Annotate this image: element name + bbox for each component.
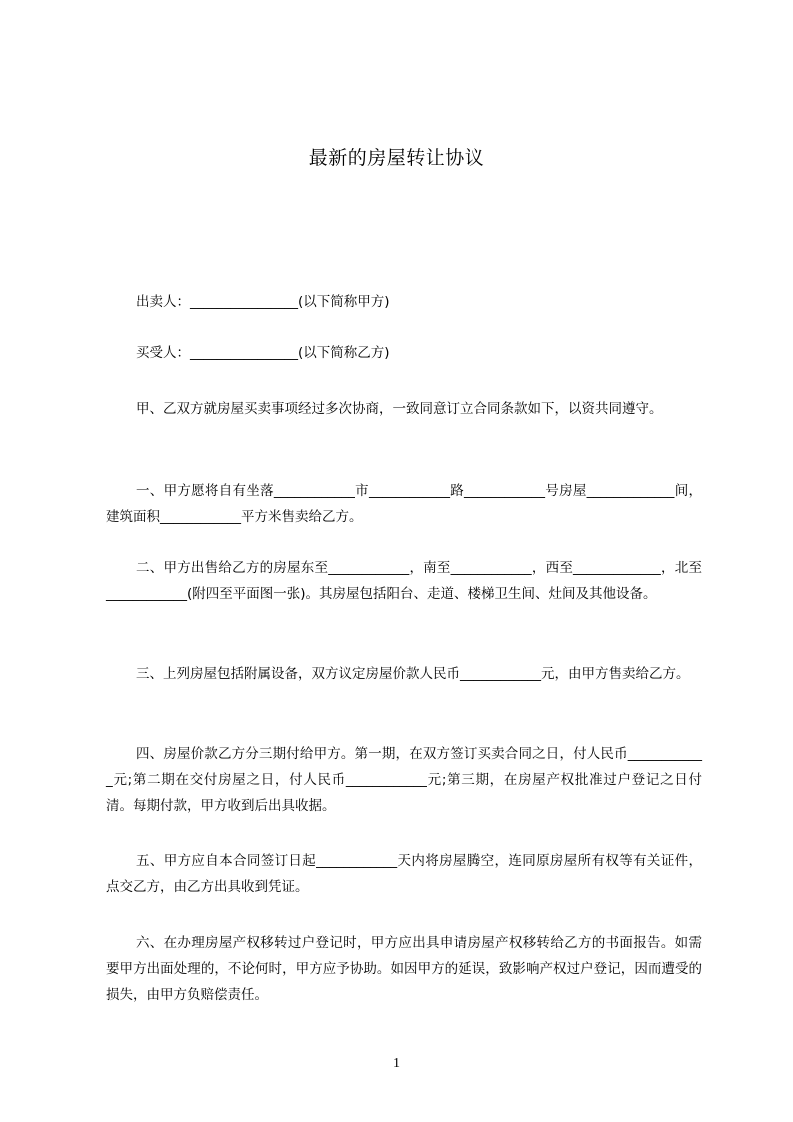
clause-1: 一、甲方愿将自有坐落____________市____________路____________号房屋_____________间，建筑面积____________平方米售卖给乙方。	[106, 483, 702, 525]
buyer-line: 买受人：________________(以下简称乙方)	[136, 345, 390, 361]
page-number: 1	[393, 1056, 400, 1071]
clause-5: 五、甲方应自本合同签订日起____________天内将房屋腾空，连同原房屋所有权等有关证件，点交乙方，由乙方出具收到凭证。	[106, 853, 702, 895]
clause-6: 六、在办理房屋产权移转过户登记时，甲方应出具申请房屋产权移转给乙方的书面报告。如需要甲方出面处理的，不论何时，甲方应予协助。如因甲方的延误，致影响产权过户登记，因而遭受的损失，由甲方负赔偿责任。	[106, 935, 702, 1003]
clause-2: 二、甲方出售给乙方的房屋东至____________，南至____________，西至_____________，北至____________(附四至平面图一张)。其房屋包括阳台、走道、楼梯卫生间、灶间及其他设备。	[106, 560, 702, 602]
clause-3: 三、上列房屋包括附属设备，双方议定房屋价款人民币____________元，由甲方售卖给乙方。	[136, 666, 690, 682]
seller-line: 出卖人：________________(以下简称甲方)	[136, 294, 390, 310]
clause-4: 四、房屋价款乙方分三期付给甲方。第一期，在双方签订买卖合同之日，付人民币____________元;第二期在交付房屋之日，付人民币____________元;第三期，在房屋产权批准过户登记之日付清。每期付款，甲方收到后出具收据。	[106, 746, 702, 814]
document-title: 最新的房屋转让协议	[308, 147, 485, 169]
intro-paragraph: 甲、乙双方就房屋买卖事项经过多次协商，一致同意订立合同条款如下，以资共同遵守。	[136, 401, 663, 417]
